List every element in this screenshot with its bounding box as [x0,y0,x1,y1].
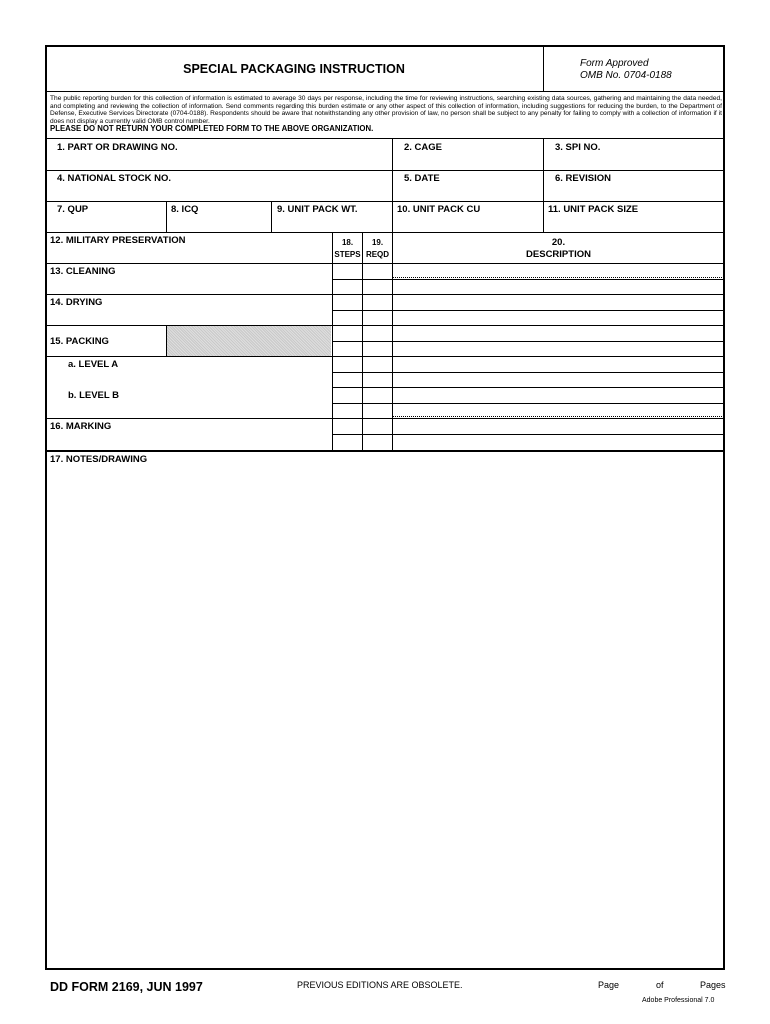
spi-no-field[interactable] [544,139,724,170]
revision-field[interactable] [544,171,724,201]
qup-field[interactable] [46,202,166,232]
cleaning-label: 13. CLEANING [50,266,116,277]
approval-line-1: Form Approved [580,58,649,69]
reqd-number: 19. [371,238,384,247]
description-header [393,237,724,261]
packing-shaded-cell [167,326,331,356]
form-id: DD FORM 2169, JUN 1997 [50,980,203,994]
part-no-label: 1. PART OR DRAWING NO. [57,142,178,153]
level-a-label: a. LEVEL A [68,359,119,370]
steps-header [333,237,362,261]
military-preservation-label: 12. MILITARY PRESERVATION [50,235,186,246]
nsn-label: 4. NATIONAL STOCK NO. [57,173,172,184]
rule-a-bottom [332,387,724,388]
marking-label: 16. MARKING [50,421,112,432]
sub-rule-2 [332,310,724,311]
page-label: Page [598,980,620,990]
unit-pack-cu-label: 10. UNIT PACK CU [397,204,481,215]
row-rule-3 [46,232,724,233]
reqd-header [363,237,392,261]
steps-label: STEPS [334,250,361,259]
omb-approval [580,58,672,82]
icq-label: 8. ICQ [171,204,199,215]
of-label: of [656,980,664,990]
unit-pack-wt-field[interactable] [272,202,392,232]
revision-label: 6. REVISION [555,173,611,184]
rule-13-bottom [46,294,724,295]
level-b-label: b. LEVEL B [68,390,120,401]
pages-label: Pages [700,980,726,990]
dotted-rule-2 [392,416,724,417]
description-number: 20. [551,237,566,248]
qup-label: 7. QUP [57,204,89,215]
dotted-rule-1 [392,277,724,278]
drying-label: 14. DRYING [50,297,103,308]
sub-rule-4 [332,372,724,373]
nsn-field[interactable] [46,171,392,201]
previous-editions-note: PREVIOUS EDITIONS ARE OBSOLETE. [297,980,463,990]
reqd-label: REQD [365,250,390,259]
sub-rule-3 [332,341,724,342]
cage-field[interactable] [393,139,543,170]
spi-no-label: 3. SPI NO. [555,142,601,153]
packing-label: 15. PACKING [50,336,109,347]
software-note: Adobe Professional 7.0 [642,997,715,1004]
header-divider [543,46,544,91]
unit-pack-size-field[interactable] [544,202,724,232]
burden-warning: PLEASE DO NOT RETURN YOUR COMPLETED FORM TO THE ABOVE ORGANIZATION. [50,124,374,134]
sub-rule-5 [332,403,724,404]
rule-b-bottom [46,418,724,419]
icq-field[interactable] [167,202,271,232]
steps-number: 18. [341,238,354,247]
date-label: 5. DATE [404,173,440,184]
cage-label: 2. CAGE [404,142,443,153]
date-field[interactable] [393,171,543,201]
unit-pack-cu-field[interactable] [393,202,543,232]
sub-rule-6 [332,434,724,435]
sub-rule-1 [332,279,724,280]
unit-pack-wt-label: 9. UNIT PACK WT. [277,204,358,215]
unit-pack-size-label: 11. UNIT PACK SIZE [548,204,639,215]
rule-14-bottom [46,325,724,326]
approval-line-2: OMB No. 0704-0188 [580,70,672,81]
form-title: SPECIAL PACKAGING INSTRUCTION [183,62,405,76]
description-label: DESCRIPTION [526,249,591,260]
notes-drawing-label: 17. NOTES/DRAWING [50,454,148,465]
part-no-field[interactable] [46,139,392,170]
rule-15-bottom [46,356,724,357]
burden-statement [50,95,722,133]
header-rule [46,91,724,92]
burden-text: The public reporting burden for this collection of information is estimated to average 30 days per response, including the time for reviewing instructions, searching existing data sources, gathering and maintaining the data needed, and completing and reviewing the collection of information. Send comments regarding this burden estimate or any other aspect of this collection of information, including suggestions for reducing the burden, to the Department of Defense, Executive Services Directorate (0704-0188). Respondents should be aware that notwithstanding any other provision of law, no person shall be subject to any penalty for failing to comply with a collection of information if it does not display a currently valid OMB control number. [50,95,722,125]
rule-12-bottom [46,263,724,264]
notes-drawing-area[interactable] [46,452,724,968]
